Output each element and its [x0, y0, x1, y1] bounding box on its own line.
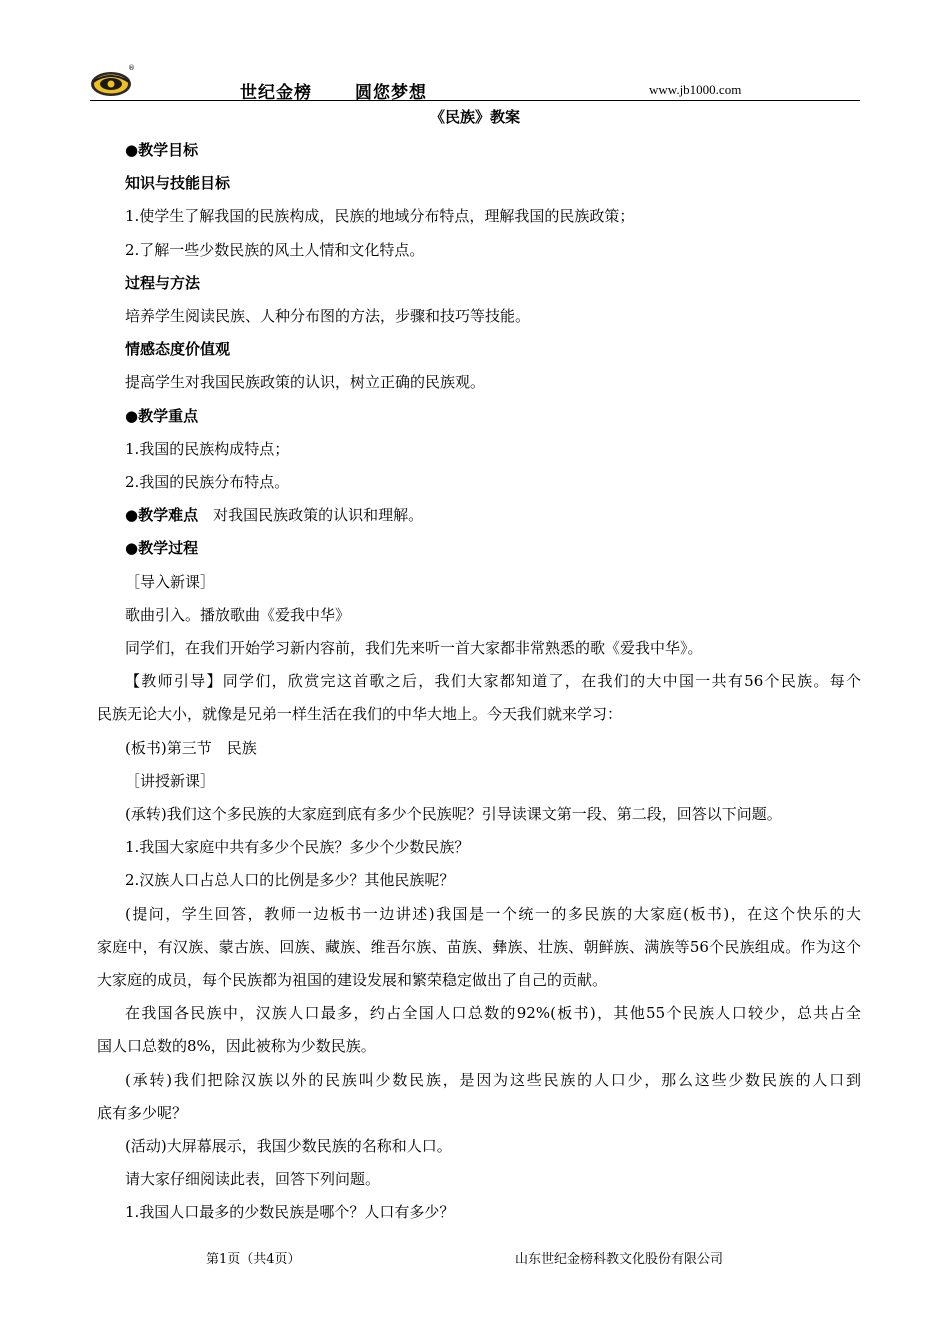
section-heading: [125, 406, 198, 426]
brand-name: 世纪金榜: [240, 83, 312, 103]
line-text: ●教学过程: [125, 539, 199, 557]
line-text: 情感态度价值观: [125, 340, 231, 358]
line-text: 同学们，在我们开始学习新内容前，我们先来听一首大家都非常熟悉的歌《爱我中华》。: [125, 639, 703, 657]
line-text: 底有多少呢？: [97, 1104, 188, 1122]
line-text: 家庭中，有汉族、蒙古族、回族、藏族、维吾尔族、苗族、彝族、壮族、朝鲜族、满族等56个民族组成。作为这个: [97, 938, 861, 956]
header-rule: [90, 100, 860, 101]
line-text: 提高学生对我国民族政策的认识，树立正确的民族观。: [125, 373, 486, 391]
website-url: www.jb1000.com: [649, 82, 742, 97]
body-line: [125, 306, 530, 326]
line-text: 在我国各民族中，汉族人口最多，约占全国人口总数的92%(板书)，其他55个民族人口较少，总共占全: [125, 1004, 861, 1022]
section-heading: [125, 538, 198, 558]
company-name: 山东世纪金榜科教文化股份有限公司: [515, 1252, 724, 1267]
body-line: [125, 738, 257, 758]
line-text: 【教师引导】同学们，欣赏完这首歌之后，我们大家都知道了，在我们的大中国一共有56个民族。每个: [125, 672, 861, 690]
line-text: (承转)我们这个多民族的大家庭到底有多少个民族呢？引导读课文第一段、第二段，回答以下问题。: [125, 805, 782, 823]
body-line: [125, 1169, 380, 1189]
body-line: [125, 1003, 861, 1023]
page-number: 第1页（共4页）: [206, 1252, 301, 1267]
section-heading: [125, 505, 423, 525]
line-text: 1.我国人口最多的少数民族是哪个？人口有多少？: [125, 1203, 455, 1221]
body-line: [125, 870, 454, 890]
line-text: 过程与方法: [125, 274, 201, 292]
body-line: [125, 439, 289, 459]
section-heading: [125, 140, 198, 160]
line-text: (板书)第三节 民族: [125, 739, 257, 757]
line-text: 2.了解一些少数民族的风土人情和文化特点。: [125, 241, 425, 259]
body-line: [125, 1070, 861, 1090]
body-line: [97, 1036, 376, 1056]
body-line: [97, 970, 607, 990]
body-line: [125, 904, 861, 924]
line-text: ●教学难点: [125, 506, 199, 524]
body-line: [97, 937, 861, 957]
line-text: (承转)我们把除汉族以外的民族叫少数民族，是因为这些民族的人口少，那么这些少数民族的人口到: [125, 1071, 861, 1089]
body-line: [125, 472, 289, 492]
section-heading: [125, 339, 230, 359]
page-header: [88, 62, 860, 102]
registered-mark: ®: [128, 64, 135, 72]
body-line: [125, 1202, 454, 1222]
line-text: 歌曲引入。播放歌曲《爱我中华》: [125, 606, 351, 624]
line-text: 1.我国大家庭中共有多少个民族？多少个少数民族？: [125, 838, 470, 856]
body-line: [125, 671, 861, 691]
body-line: [125, 372, 485, 392]
section-heading: [125, 173, 230, 193]
document-title: 《民族》教案: [429, 108, 520, 126]
line-text: 民族无论大小，就像是兄弟一样生活在我们的中华大地上。今天我们就来学习：: [97, 705, 623, 723]
line-tail: 对我国民族政策的认识和理解。: [198, 506, 424, 524]
line-text: ［导入新课］: [125, 573, 216, 591]
body-line: [97, 704, 622, 724]
line-text: (活动)大屏幕展示，我国少数民族的名称和人口。: [125, 1137, 452, 1155]
line-text: 请大家仔细阅读此表，回答下列问题。: [125, 1170, 381, 1188]
body-line: [125, 638, 703, 658]
line-text: 1.我国的民族构成特点；: [125, 440, 290, 458]
line-text: 国人口总数的8%，因此被称为少数民族。: [97, 1037, 376, 1055]
body-line: [125, 605, 350, 625]
body-line: [97, 1103, 187, 1123]
body-line: [125, 771, 215, 791]
body-line: [125, 572, 215, 592]
line-text: ●教学重点: [125, 407, 199, 425]
line-text: ［讲授新课］: [125, 772, 216, 790]
line-text: 知识与技能目标: [125, 174, 231, 192]
line-text: 1.使学生了解我国的民族构成，民族的地域分布特点，理解我国的民族政策；: [125, 207, 635, 225]
line-text: (提问，学生回答，教师一边板书一边讲述)我国是一个统一的多民族的大家庭(板书)，在这个快乐的大: [125, 905, 861, 923]
logo-icon: [90, 68, 134, 98]
line-text: 大家庭的成员，每个民族都为祖国的建设发展和繁荣稳定做出了自己的贡献。: [97, 971, 608, 989]
brand-slogan: 圆您梦想: [355, 83, 427, 103]
section-heading: [125, 273, 200, 293]
body-line: [125, 206, 634, 226]
line-text: 2.汉族人口占总人口的比例是多少？其他民族呢？: [125, 871, 455, 889]
body-line: [125, 240, 424, 260]
body-line: [125, 1136, 452, 1156]
body-line: [125, 837, 469, 857]
line-text: ●教学目标: [125, 141, 199, 159]
line-text: 2.我国的民族分布特点。: [125, 473, 290, 491]
body-line: [125, 804, 782, 824]
line-text: 培养学生阅读民族、人种分布图的方法，步骤和技巧等技能。: [125, 307, 531, 325]
